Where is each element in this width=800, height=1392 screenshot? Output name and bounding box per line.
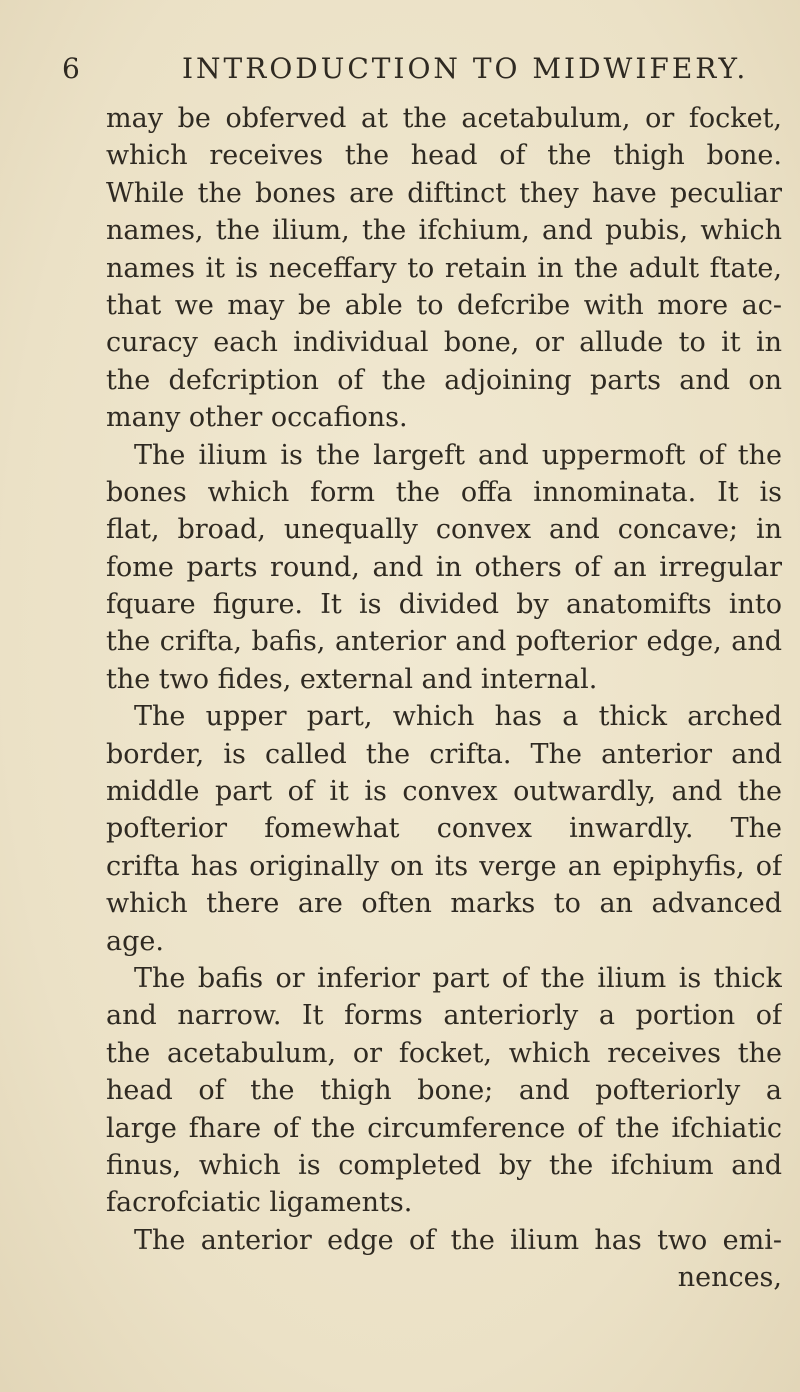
text-line: middle part of it is convex outwardly, and the — [106, 776, 782, 808]
body-text — [106, 100, 782, 1297]
text-line: many other occafions. — [106, 402, 408, 434]
paragraph-start-line: The upper part, which has a thick arched — [134, 701, 782, 733]
text-line: that we may be able to defcribe with more ac- — [106, 289, 782, 321]
text-line: age. — [106, 925, 164, 957]
text-line: finus, which is completed by the ifchium and — [106, 1149, 782, 1181]
text-line: facrofciatic ligaments. — [106, 1187, 413, 1219]
catchword: nences, — [677, 1262, 782, 1294]
text-line: head of the thigh bone; and pofteriorly a — [106, 1075, 782, 1107]
text-line: curacy each individual bone, or allude to it in — [106, 327, 782, 359]
page-number: 6 — [62, 52, 82, 85]
text-line: pofterior fomewhat convex inwardly. The — [106, 813, 782, 845]
text-line: the crifta, bafis, anterior and pofterior edge, and — [106, 626, 782, 658]
text-line: names it is neceffary to retain in the adult ftate, — [106, 252, 782, 284]
text-line: fquare figure. It is divided by anatomifts into — [106, 589, 782, 621]
running-title: INTRODUCTION TO MIDWIFERY. — [182, 52, 749, 85]
text-line: and narrow. It forms anteriorly a portion of — [106, 1000, 782, 1032]
text-line: which there are often marks to an advanced — [106, 888, 782, 920]
text-line: flat, broad, unequally convex and concave; in — [106, 514, 782, 546]
text-line: names, the ilium, the ifchium, and pubis, which — [106, 215, 782, 247]
text-line: the acetabulum, or focket, which receives the — [106, 1037, 782, 1069]
text-line: large fhare of the circumference of the ifchiatic — [106, 1112, 782, 1144]
text-line: the defcription of the adjoining parts and on — [106, 364, 782, 396]
text-line: the two fides, external and internal. — [106, 663, 598, 695]
text-line: While the bones are diftinct they have peculiar — [106, 177, 782, 209]
text-line: border, is called the crifta. The anterior and — [106, 738, 782, 770]
paragraph-start-line: The ilium is the largeft and uppermoft of the — [134, 439, 782, 471]
text-line: which receives the head of the thigh bone. — [106, 140, 782, 172]
text-line: may be obferved at the acetabulum, or focket, — [106, 103, 782, 134]
text-line: bones which form the offa innominata. It is — [106, 476, 782, 508]
paragraph-start-line: The anterior edge of the ilium has two emi- — [134, 1224, 782, 1256]
text-line: fome parts round, and in others of an irregular — [106, 551, 782, 583]
text-line: crifta has originally on its verge an epiphyfis, of — [106, 850, 782, 882]
paragraph-start-line: The bafis or inferior part of the ilium is thick — [134, 962, 782, 994]
